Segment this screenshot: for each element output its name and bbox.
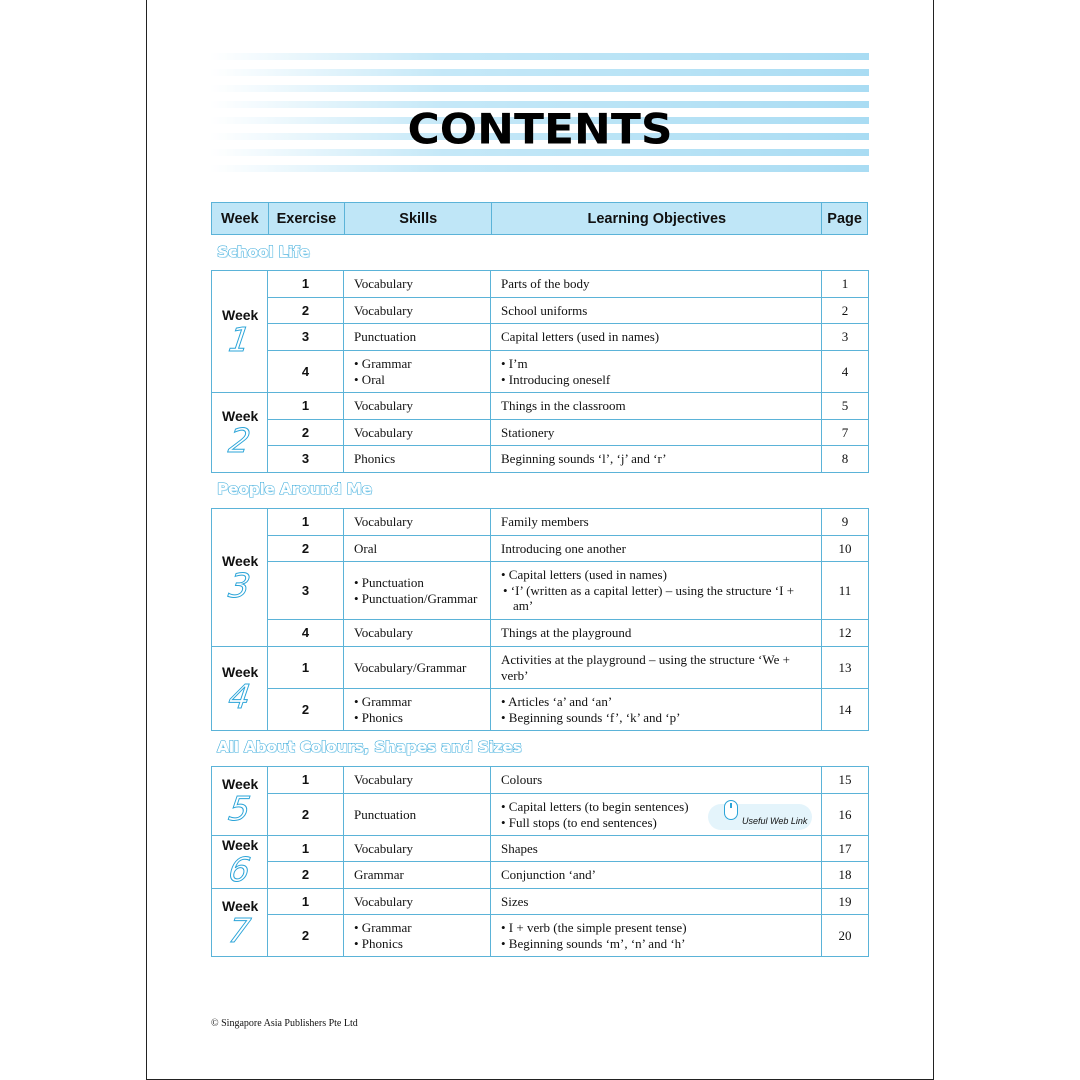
week-number: 2 — [226, 420, 253, 460]
exercise-cell: 2 — [268, 862, 344, 889]
objective-item: Things at the playground — [501, 625, 632, 641]
week-number: 3 — [226, 565, 253, 605]
week-label: Week — [222, 407, 259, 424]
exercise-cell: 2 — [268, 915, 344, 957]
skill-item: • Punctuation/Grammar — [354, 590, 478, 606]
objective-item: School uniforms — [501, 302, 588, 318]
skills-cell — [344, 794, 491, 836]
skill-item: Vocabulary — [354, 840, 413, 856]
objectives-cell — [491, 271, 822, 298]
table-row — [212, 836, 869, 862]
section-title-school-life: School Life — [217, 243, 310, 261]
useful-web-link[interactable] — [708, 800, 812, 832]
week-number: 6 — [226, 850, 253, 889]
objective-item: • Capital letters (to begin sentences) — [501, 799, 689, 814]
skill-item: Vocabulary — [354, 772, 413, 788]
week-cell — [212, 767, 268, 836]
copyright-notice: © Singapore Asia Publishers Pte Ltd — [211, 1018, 358, 1029]
skill-item: Grammar — [354, 867, 404, 883]
objectives-cell — [491, 915, 822, 957]
table-row — [212, 767, 869, 794]
exercise-cell: 2 — [268, 420, 344, 446]
objectives-cell — [491, 536, 822, 562]
skill-item: • Punctuation — [354, 575, 424, 590]
exercise-cell: 1 — [268, 271, 344, 298]
objectives-cell — [491, 393, 822, 420]
skill-item: Vocabulary — [354, 514, 413, 530]
table-row — [212, 393, 869, 420]
skills-cell — [344, 562, 491, 620]
skill-item: Vocabulary — [354, 398, 413, 414]
table-row — [212, 889, 869, 915]
skills-cell — [344, 889, 491, 915]
objective-item: Activities at the playground – using the structure ‘We + verb’ — [501, 652, 790, 683]
objective-item: • Beginning sounds ‘f’, ‘k’ and ‘p’ — [501, 709, 681, 725]
week-number: 1 — [226, 319, 253, 359]
table-row — [212, 446, 869, 473]
page-cell: 2 — [822, 298, 869, 324]
objective-item: • Introducing oneself — [501, 371, 611, 387]
objectives-cell — [491, 836, 822, 862]
week-cell — [212, 647, 268, 731]
skills-cell — [344, 351, 491, 393]
objective-item: Shapes — [501, 840, 538, 856]
exercise-cell: 1 — [268, 509, 344, 536]
objectives-cell — [491, 298, 822, 324]
table-row — [212, 298, 869, 324]
table-row — [212, 647, 869, 689]
page-cell: 20 — [822, 915, 869, 957]
week-cell — [212, 509, 268, 647]
week-cell — [212, 889, 268, 957]
week-label: Week — [222, 897, 259, 914]
skills-cell — [344, 862, 491, 889]
skill-item: Vocabulary — [354, 302, 413, 318]
exercise-cell: 2 — [268, 298, 344, 324]
skill-item: • Phonics — [354, 709, 403, 725]
section-table-school-life — [211, 270, 869, 473]
page-cell: 4 — [822, 351, 869, 393]
page-cell: 18 — [822, 862, 869, 889]
skills-cell — [344, 836, 491, 862]
skill-item: • Grammar — [354, 920, 412, 935]
objective-item: Capital letters (used in names) — [501, 329, 660, 345]
skills-cell — [344, 446, 491, 473]
section-title-colours-shapes-sizes: All About Colours, Shapes and Sizes — [217, 738, 522, 756]
objective-item: Family members — [501, 514, 589, 530]
exercise-cell: 1 — [268, 767, 344, 794]
objectives-cell — [491, 889, 822, 915]
skill-item: • Grammar — [354, 694, 412, 709]
exercise-cell: 2 — [268, 689, 344, 731]
table-row — [212, 689, 869, 731]
page-cell: 14 — [822, 689, 869, 731]
table-row — [212, 620, 869, 647]
page-cell: 13 — [822, 647, 869, 689]
page-cell: 10 — [822, 536, 869, 562]
table-row — [212, 915, 869, 957]
skill-item: • Grammar — [354, 356, 412, 371]
skill-item: Phonics — [354, 451, 396, 467]
section-table-colours-shapes-sizes — [211, 766, 869, 957]
objective-item: • Full stops (to end sentences) — [501, 814, 657, 830]
skills-cell — [344, 647, 491, 689]
page-cell: 11 — [822, 562, 869, 620]
objective-item: Stationery — [501, 424, 555, 440]
skill-item: Oral — [354, 540, 378, 556]
week-label: Week — [222, 306, 259, 323]
objective-item: • I’m — [501, 356, 528, 371]
header-skills: Skills — [345, 203, 492, 234]
objectives-cell — [491, 647, 822, 689]
skills-cell — [344, 767, 491, 794]
skills-cell — [344, 536, 491, 562]
section-table-people-around-me — [211, 508, 869, 731]
week-cell — [212, 836, 268, 889]
skill-item: Punctuation — [354, 329, 417, 345]
objectives-cell — [491, 689, 822, 731]
objective-item: Parts of the body — [501, 276, 590, 292]
week-label: Week — [222, 837, 259, 853]
week-label: Week — [222, 663, 259, 680]
week-label: Week — [222, 552, 259, 569]
skill-item: • Oral — [354, 371, 385, 387]
exercise-cell: 1 — [268, 889, 344, 915]
table-row — [212, 509, 869, 536]
skills-cell — [344, 324, 491, 351]
page-cell: 3 — [822, 324, 869, 351]
skills-cell — [344, 393, 491, 420]
page-cell: 19 — [822, 889, 869, 915]
page-cell: 9 — [822, 509, 869, 536]
exercise-cell: 1 — [268, 647, 344, 689]
objectives-cell — [491, 620, 822, 647]
header-objectives: Learning Objectives — [492, 203, 822, 234]
week-number: 4 — [226, 676, 253, 716]
table-row — [212, 536, 869, 562]
objectives-cell — [491, 351, 822, 393]
objectives-cell — [491, 446, 822, 473]
page-title: CONTENTS — [407, 105, 673, 154]
table-row — [212, 271, 869, 298]
week-number: 5 — [226, 789, 253, 828]
exercise-cell: 4 — [268, 620, 344, 647]
table-header — [211, 202, 868, 235]
table-row — [212, 351, 869, 393]
page-cell: 17 — [822, 836, 869, 862]
page-cell: 1 — [822, 271, 869, 298]
page-cell: 12 — [822, 620, 869, 647]
objectives-cell — [491, 767, 822, 794]
skill-item: Vocabulary — [354, 276, 413, 292]
objectives-cell — [491, 420, 822, 446]
objective-item: • Beginning sounds ‘m’, ‘n’ and ‘h’ — [501, 935, 686, 951]
objective-item: • Capital letters (used in names) — [501, 567, 667, 583]
mouse-icon — [724, 800, 738, 820]
objective-item: • ‘I’ (written as a capital letter) – using the structure ‘I + am’ — [503, 582, 795, 614]
objectives-cell — [491, 509, 822, 536]
week-cell — [212, 271, 268, 393]
objectives-cell — [491, 862, 822, 889]
exercise-cell: 1 — [268, 836, 344, 862]
skills-cell — [344, 689, 491, 731]
skill-item: Vocabulary/Grammar — [354, 659, 467, 675]
skill-item: Vocabulary — [354, 424, 413, 440]
objective-item: Things in the classroom — [501, 398, 626, 414]
header-exercise: Exercise — [269, 203, 346, 234]
objectives-cell — [491, 324, 822, 351]
header-week: Week — [212, 203, 269, 234]
week-cell — [212, 393, 268, 473]
objective-item: Sizes — [501, 893, 529, 909]
skills-cell — [344, 271, 491, 298]
week-label: Week — [222, 776, 259, 792]
exercise-cell: 3 — [268, 562, 344, 620]
exercise-cell: 4 — [268, 351, 344, 393]
exercise-cell: 2 — [268, 536, 344, 562]
skill-item: Vocabulary — [354, 625, 413, 641]
skills-cell — [344, 509, 491, 536]
objectives-cell — [491, 562, 822, 620]
objective-item: Beginning sounds ‘l’, ‘j’ and ‘r’ — [501, 451, 667, 467]
page-cell: 8 — [822, 446, 869, 473]
objective-item: Colours — [501, 772, 543, 788]
skill-item: Punctuation — [354, 806, 417, 822]
exercise-cell: 3 — [268, 324, 344, 351]
objective-item: Conjunction ‘and’ — [501, 867, 596, 883]
table-row — [212, 862, 869, 889]
week-number: 7 — [226, 910, 253, 950]
skills-cell — [344, 620, 491, 647]
objective-item: • Articles ‘a’ and ‘an’ — [501, 694, 613, 709]
page-cell: 5 — [822, 393, 869, 420]
table-row — [212, 420, 869, 446]
skill-item: Vocabulary — [354, 893, 413, 909]
objective-item: Introducing one another — [501, 540, 626, 556]
header-page: Page — [827, 210, 862, 227]
skills-cell — [344, 420, 491, 446]
web-link-label: Useful Web Link — [742, 816, 808, 826]
page-cell: 15 — [822, 767, 869, 794]
table-row — [212, 562, 869, 620]
page-cell: 7 — [822, 420, 869, 446]
objective-item: • I + verb (the simple present tense) — [501, 920, 687, 935]
section-title-people-around-me: People Around Me — [217, 480, 372, 498]
exercise-cell: 2 — [268, 794, 344, 836]
skills-cell — [344, 298, 491, 324]
skill-item: • Phonics — [354, 935, 403, 951]
table-row — [212, 324, 869, 351]
page-cell: 16 — [822, 794, 869, 836]
exercise-cell: 3 — [268, 446, 344, 473]
exercise-cell: 1 — [268, 393, 344, 420]
skills-cell — [344, 915, 491, 957]
